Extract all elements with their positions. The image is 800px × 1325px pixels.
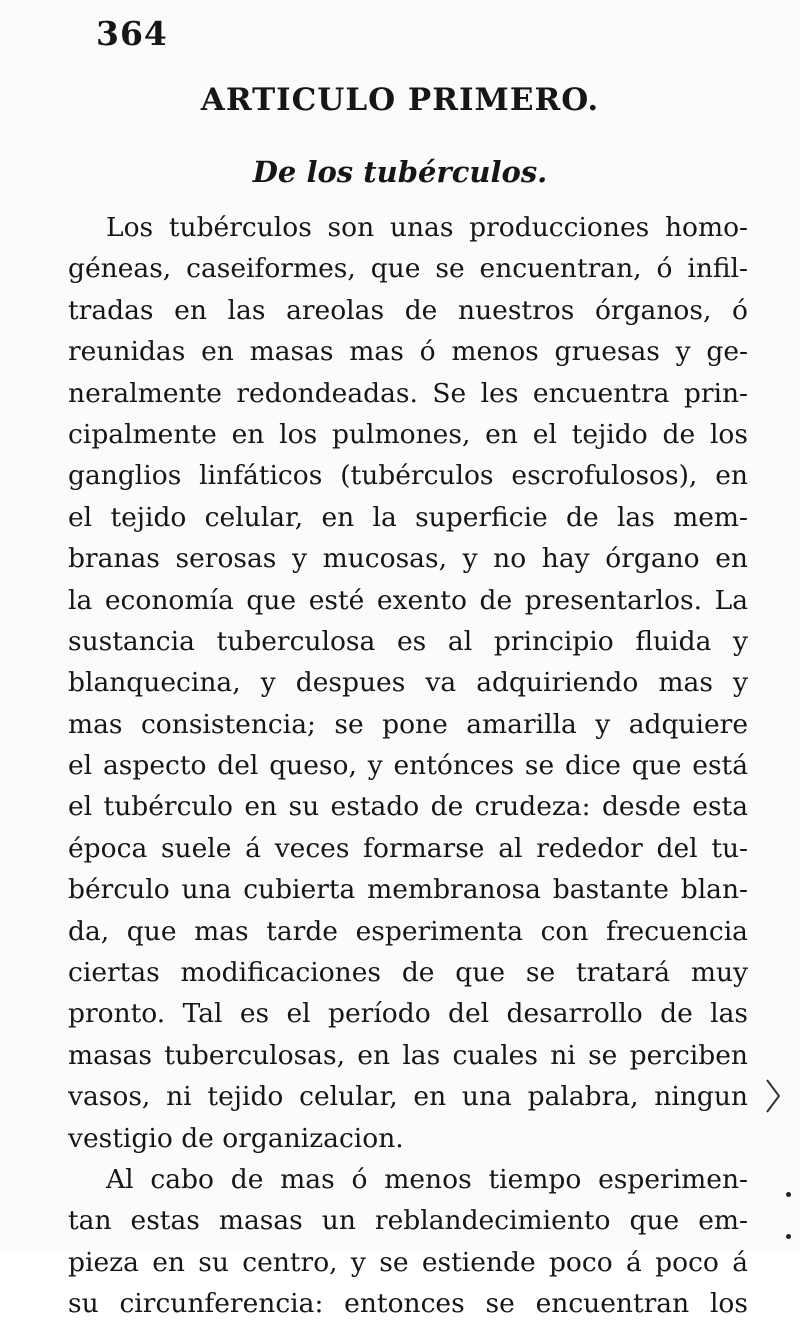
margin-bracket-mark [765,1078,783,1118]
text-line: sustancia tuberculosa es al principio fluida y [68,625,748,657]
text-line: Al cabo de mas ó menos tiempo esperimen- [106,1163,748,1195]
article-heading: ARTICULO PRIMERO. [200,82,600,118]
text-line: Los tubérculos son unas producciones homo- [106,212,748,243]
text-line: cipalmente en los pulmones, en el tejido de los [68,418,748,450]
text-line: bérculo una cubierta membranosa bastante blan- [68,874,748,906]
text-line: tradas en las areolas de nuestros órganos, ó [68,294,748,326]
text-line: reunidas en masas mas ó menos gruesas y ge- [68,336,748,368]
text-line: época suele á veces formarse al rededor del tu- [68,832,748,864]
ink-dot [786,1192,791,1197]
text-line: pronto. Tal es el período del desarrollo de las [68,998,748,1030]
text-line: su circunferencia: entonces se encuentran los [68,1288,748,1320]
text-line: masas tuberculosas, en las cuales ni se perciben [68,1039,748,1071]
text-line: géneas, caseiformes, que se encuentran, ó infil- [68,253,748,285]
text-line: ganglios linfáticos (tubérculos escrofulosos), en [68,460,748,492]
text-line: mas consistencia; se pone amarilla y adquiere [68,708,748,740]
text-line: neralmente redondeadas. Se les encuentra prin- [68,377,748,409]
text-line: vestigio de organizacion. [68,1122,404,1154]
text-line: ciertas modificaciones de que se tratará muy [68,957,748,989]
text-line: el aspecto del queso, y entónces se dice que está [68,750,748,782]
text-line: la economía que esté exento de presentarlos. La [68,584,748,616]
text-line: tan estas masas un reblandecimiento que em- [68,1205,748,1237]
text-line: el tubérculo en su estado de crudeza: desde esta [68,791,748,823]
text-line: el tejido celular, en la superficie de las mem- [68,501,748,533]
text-line: branas serosas y mucosas, y no hay órgano en [68,543,748,575]
text-line: vasos, ni tejido celular, en una palabra, ningun [68,1081,748,1113]
body-text [68,207,748,1325]
section-subheading: De los tubérculos. [252,155,548,189]
ink-dot [786,1234,791,1239]
text-line: pieza en su centro, y se estiende poco á poco á [68,1246,748,1278]
text-line: blanquecina, y despues va adquiriendo mas y [68,667,748,699]
text-line: da, que mas tarde esperimenta con frecuencia [68,915,748,947]
page-number: 364 [96,14,168,53]
